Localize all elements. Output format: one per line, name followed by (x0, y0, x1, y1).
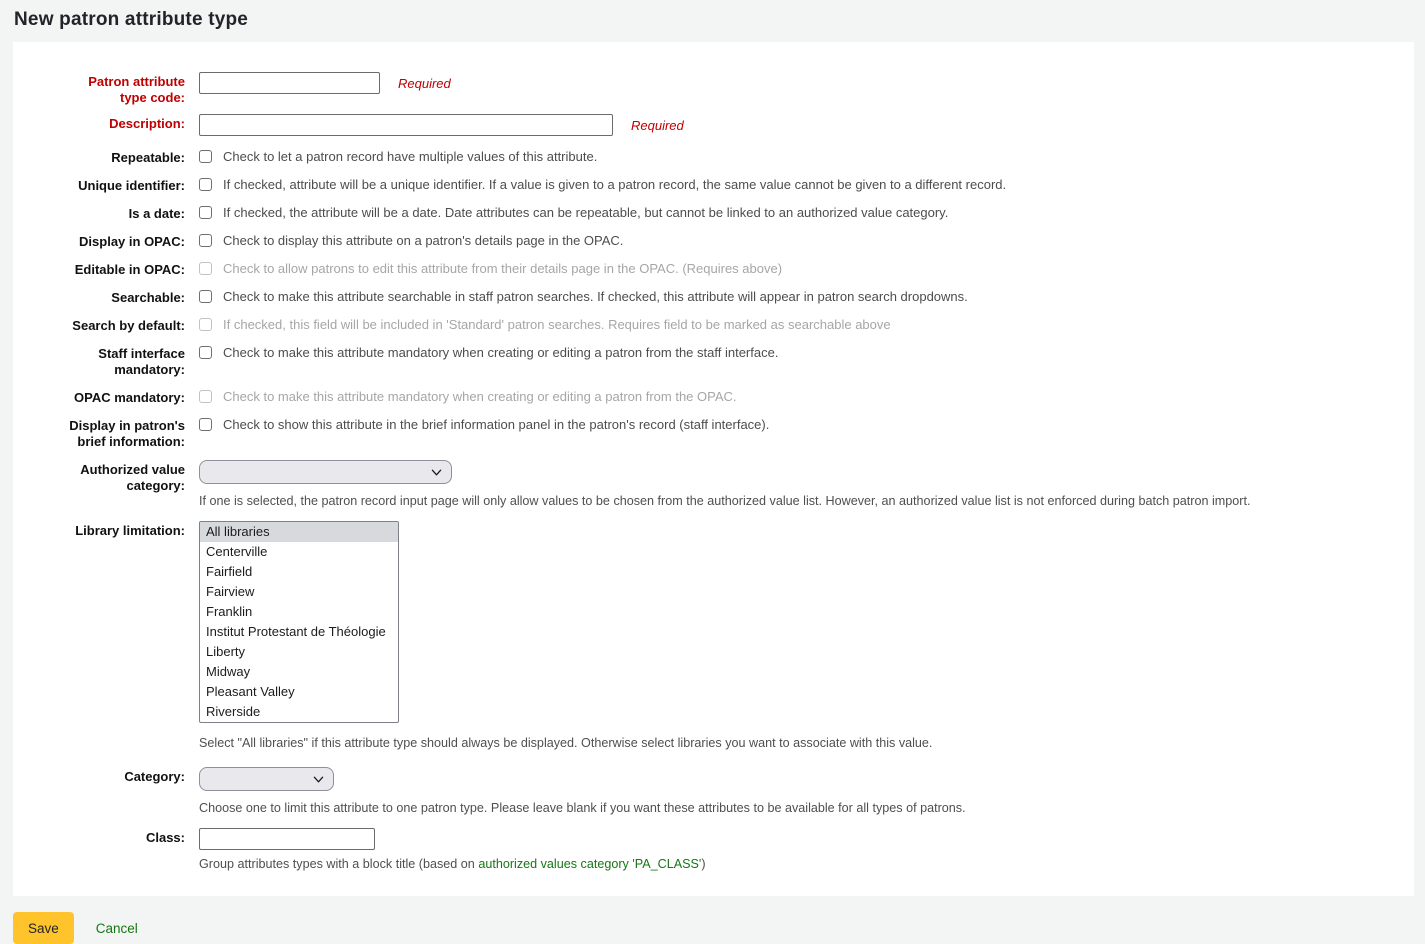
library-option-pleasant-valley[interactable]: Pleasant Valley (206, 684, 295, 699)
unique-identifier-description: If checked, attribute will be a unique identifier. If a value is given to a patron record, the same value cannot be given to a different record. (223, 177, 1007, 192)
category-select[interactable] (199, 767, 334, 791)
field-display-brief (69, 416, 1394, 450)
editable-in-opac-label: Editable in OPAC: (74, 262, 185, 277)
repeatable-checkbox[interactable] (199, 150, 212, 163)
library-option-institut-protestant[interactable]: Institut Protestant de Théologie (206, 624, 386, 639)
class-hint-suffix: ) (701, 857, 706, 871)
field-staff-mandatory (69, 344, 1394, 378)
form-actions (13, 912, 1425, 944)
library-limitation-listbox[interactable] (199, 521, 399, 723)
class-hint (199, 856, 1394, 872)
class-label: Class: (145, 830, 185, 845)
code-input[interactable] (199, 72, 380, 94)
library-option-riverside[interactable]: Riverside (206, 704, 261, 719)
library-limitation-hint: Select "All libraries" if this attribute type should always be displayed. Otherwise select libraries you want to associate with this value. (199, 736, 933, 750)
field-editable-in-opac (69, 260, 1394, 278)
chevron-down-icon (431, 468, 442, 477)
searchable-description: Check to make this attribute searchable in staff patron searches. If checked, this attribute will appear in patron search dropdowns. (223, 289, 968, 304)
library-limitation-label: Library limitation: (75, 523, 185, 538)
field-authorized-value-category (69, 460, 1394, 509)
searchable-label: Searchable: (111, 290, 185, 305)
category-hint: Choose one to limit this attribute to one patron type. Please leave blank if you want these attributes to be available for all types of patrons. (199, 801, 966, 815)
field-code (69, 72, 1394, 106)
searchable-checkbox[interactable] (199, 290, 212, 303)
repeatable-label: Repeatable: (111, 150, 185, 165)
field-library-limitation (69, 521, 1394, 751)
save-button[interactable]: Save (13, 912, 74, 944)
display-brief-checkbox[interactable] (199, 418, 212, 431)
library-option-fairfield[interactable]: Fairfield (206, 564, 253, 579)
unique-identifier-label: Unique identifier: (78, 178, 185, 193)
field-category (69, 767, 1394, 816)
unique-identifier-checkbox[interactable] (199, 178, 212, 191)
display-in-opac-label: Display in OPAC: (79, 234, 185, 249)
form-panel (13, 42, 1414, 896)
library-option-fairview[interactable]: Fairview (206, 584, 255, 599)
opac-mandatory-label: OPAC mandatory: (74, 390, 185, 405)
cancel-link[interactable]: Cancel (95, 920, 138, 936)
staff-mandatory-checkbox[interactable] (199, 346, 212, 359)
display-brief-description: Check to show this attribute in the brief information panel in the patron's record (staff interface). (223, 417, 770, 432)
library-option-liberty[interactable]: Liberty (206, 644, 246, 659)
staff-mandatory-description: Check to make this attribute mandatory when creating or editing a patron from the staff interface. (223, 345, 779, 360)
is-a-date-description: If checked, the attribute will be a date. Date attributes can be repeatable, but cannot be linked to an authorized value category. (223, 205, 949, 220)
library-option-franklin[interactable]: Franklin (206, 604, 253, 619)
search-by-default-description: If checked, this field will be included in 'Standard' patron searches. Requires field to be marked as searchable above (223, 317, 891, 332)
staff-mandatory-label: Staff interface mandatory: (98, 346, 185, 377)
field-is-a-date (69, 204, 1394, 222)
editable-in-opac-description: Check to allow patrons to edit this attribute from their details page in the OPAC. (Requires above) (223, 261, 783, 276)
description-input[interactable] (199, 114, 613, 136)
description-required-note: Required (631, 117, 684, 133)
is-a-date-checkbox[interactable] (199, 206, 212, 219)
page-title: New patron attribute type (14, 9, 249, 30)
repeatable-description: Check to let a patron record have multiple values of this attribute. (223, 149, 598, 164)
class-hint-prefix: Group attributes types with a block title (based on (199, 857, 479, 871)
search-by-default-checkbox (199, 318, 212, 331)
code-required-note: Required (398, 75, 451, 91)
editable-in-opac-checkbox (199, 262, 212, 275)
code-label: Patron attribute type code: (88, 74, 185, 105)
display-in-opac-checkbox[interactable] (199, 234, 212, 247)
authorized-value-category-label: Authorized value category: (80, 462, 185, 493)
is-a-date-label: Is a date: (128, 206, 185, 221)
field-description (69, 114, 1394, 136)
authorized-value-category-hint: If one is selected, the patron record input page will only allow values to be chosen from the authorized value list. However, an authorized value list is not enforced during batch patron import. (199, 494, 1251, 508)
library-option-centerville[interactable]: Centerville (206, 544, 268, 559)
search-by-default-label: Search by default: (72, 318, 185, 333)
display-brief-label: Display in patron's brief information: (69, 418, 185, 449)
category-label: Category: (124, 769, 185, 784)
description-label: Description: (109, 116, 185, 131)
field-class (69, 828, 1394, 872)
field-display-in-opac (69, 232, 1394, 250)
authorized-value-category-select[interactable] (199, 460, 452, 484)
authorized-values-category-link[interactable]: authorized values category 'PA_CLASS' (478, 857, 702, 871)
library-option-all-libraries[interactable]: All libraries (200, 522, 398, 542)
field-unique-identifier (69, 176, 1394, 194)
library-option-midway[interactable]: Midway (206, 664, 251, 679)
field-opac-mandatory (69, 388, 1394, 406)
field-search-by-default (69, 316, 1394, 334)
field-searchable (69, 288, 1394, 306)
opac-mandatory-description: Check to make this attribute mandatory when creating or editing a patron from the OPAC. (223, 389, 737, 404)
chevron-down-icon (313, 775, 324, 784)
class-input[interactable] (199, 828, 375, 850)
display-in-opac-description: Check to display this attribute on a patron's details page in the OPAC. (223, 233, 624, 248)
opac-mandatory-checkbox (199, 390, 212, 403)
field-repeatable (69, 148, 1394, 166)
